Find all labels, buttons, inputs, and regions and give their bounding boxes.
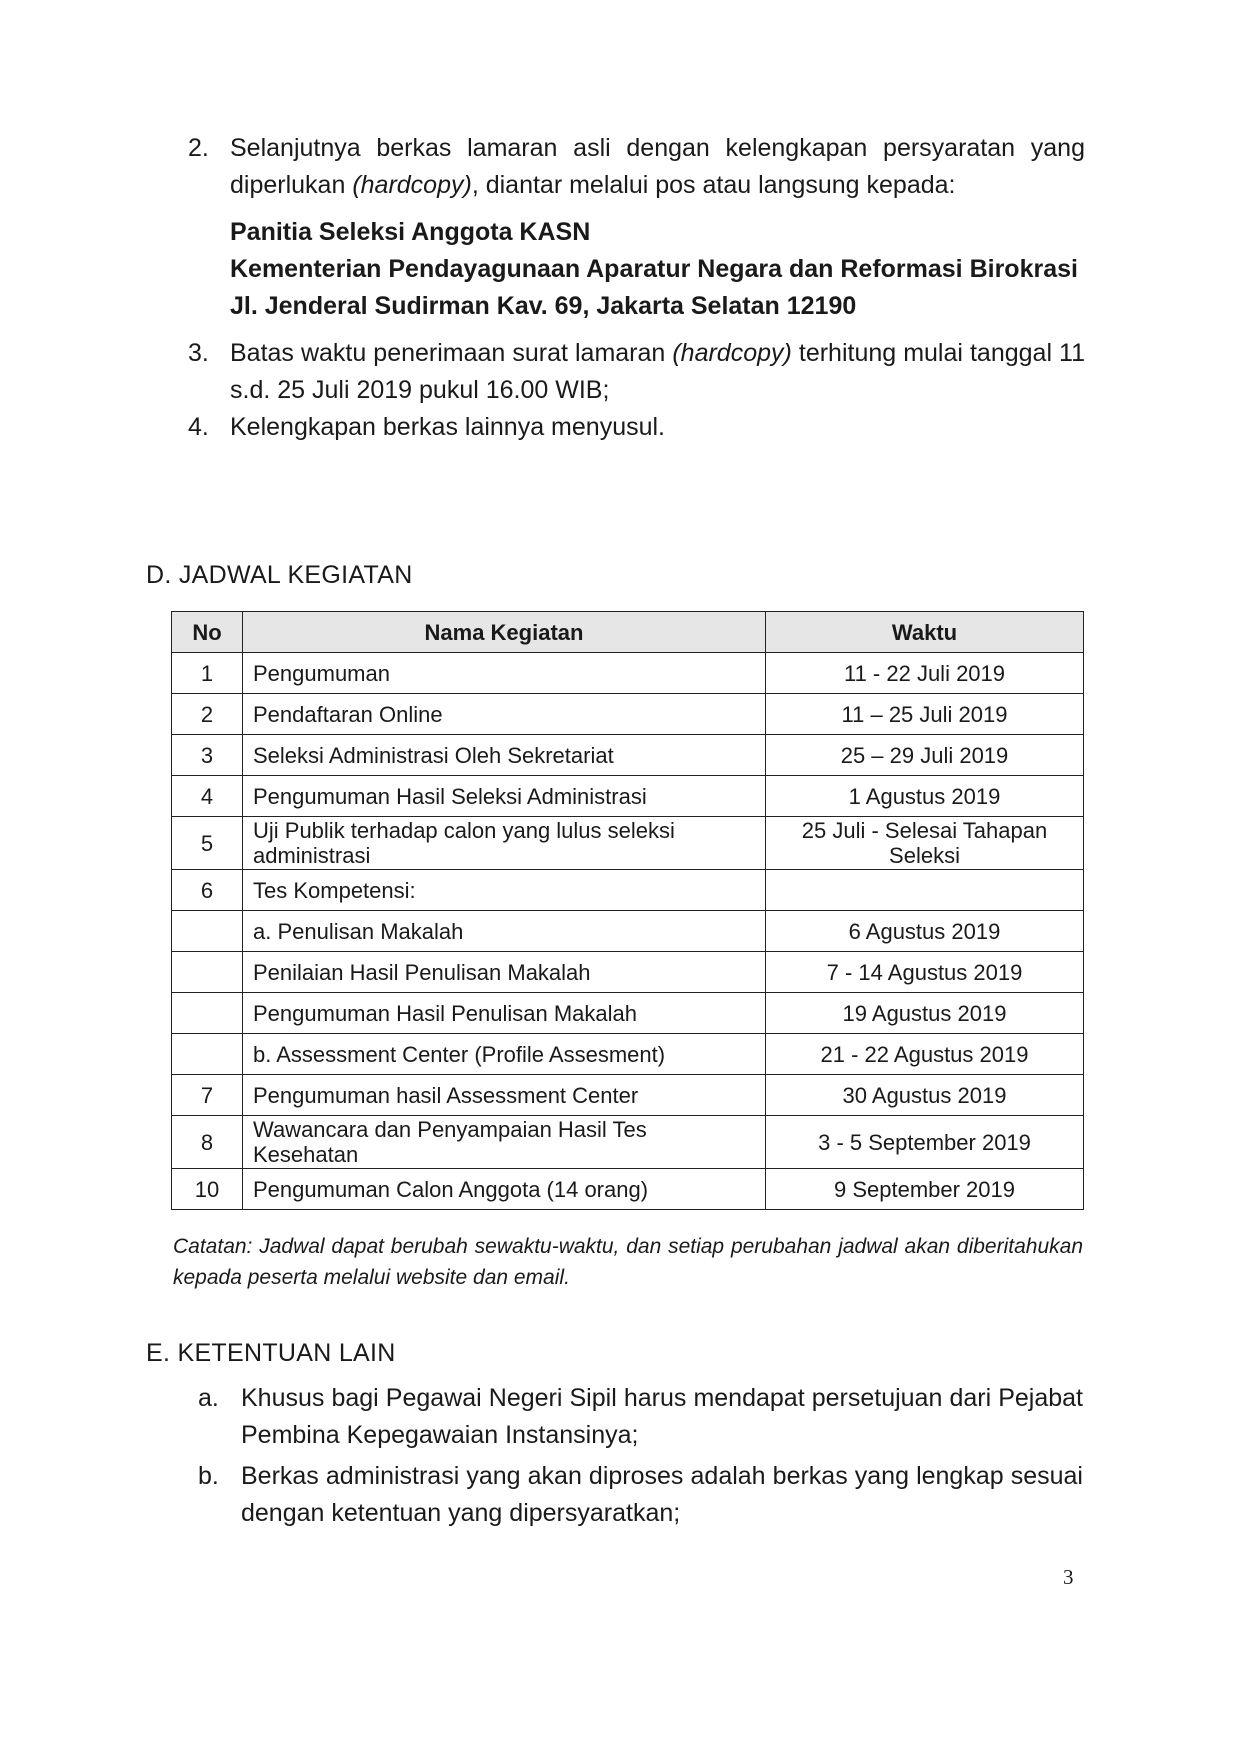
cell-waktu: 25 – 29 Juli 2019 (766, 735, 1084, 776)
address-line-3: Jl. Jenderal Sudirman Kav. 69, Jakarta Selatan 12190 (230, 292, 857, 320)
cell-waktu: 3 - 5 September 2019 (766, 1116, 1084, 1169)
address-line-2: Kementerian Pendayagunaan Aparatur Negara dan Reformasi Birokrasi (230, 255, 1078, 283)
table-row (172, 817, 1084, 870)
table-row (172, 1075, 1084, 1116)
list-marker: 3. (188, 339, 209, 367)
schedule-note: Catatan: Jadwal dapat berubah sewaktu-waktu, dan setiap perubahan jadwal akan diberitahukan kepada peserta melalui website dan email. (173, 1235, 1083, 1289)
cell-waktu: 21 - 22 Agustus 2019 (766, 1034, 1084, 1075)
cell-no: 8 (172, 1116, 243, 1169)
cell-no: 6 (172, 870, 243, 911)
list-item-text: Batas waktu penerimaan surat lamaran (230, 339, 673, 367)
cell-no (172, 911, 243, 952)
cell-kegiatan: b. Assessment Center (Profile Assesment) (243, 1034, 766, 1075)
schedule-table (171, 611, 1084, 1210)
address-line-1: Panitia Seleksi Anggota KASN (230, 218, 591, 246)
cell-waktu: 25 Juli - Selesai Tahapan Seleksi (766, 817, 1084, 870)
table-row (172, 653, 1084, 694)
section-title-jadwal: D. JADWAL KEGIATAN (146, 561, 413, 589)
cell-kegiatan: Pengumuman Hasil Penulisan Makalah (243, 993, 766, 1034)
list-marker: 4. (188, 413, 209, 441)
list-item-text-end: terhitung mulai tanggal 11 s.d. 25 Juli 2019 pukul 16.00 WIB; (230, 339, 1085, 404)
list-item-italic: (hardcopy) (672, 339, 792, 367)
cell-kegiatan: Pengumuman Calon Anggota (14 orang) (243, 1169, 766, 1210)
list-item-text: Khusus bagi Pegawai Negeri Sipil harus mendapat persetujuan dari Pejabat Pembina Kepegawaian Instansinya; (241, 1384, 1083, 1449)
list-marker: a. (198, 1384, 219, 1412)
cell-waktu: 11 – 25 Juli 2019 (766, 694, 1084, 735)
table-row (172, 776, 1084, 817)
cell-no (172, 952, 243, 993)
page-number: 3 (1063, 1565, 1074, 1589)
table-row (172, 694, 1084, 735)
cell-kegiatan: Pendaftaran Online (243, 694, 766, 735)
cell-kegiatan: Tes Kompetensi: (243, 870, 766, 911)
table-row (172, 952, 1084, 993)
list-item-text: Berkas administrasi yang akan diproses adalah berkas yang lengkap sesuai dengan ketentuan yang dipersyaratkan; (241, 1462, 1083, 1527)
table-row (172, 993, 1084, 1034)
header-no: No (172, 612, 243, 653)
list-item-4 (180, 409, 1085, 446)
cell-no: 3 (172, 735, 243, 776)
header-waktu: Waktu (766, 612, 1084, 653)
table-header-row (172, 612, 1084, 653)
list-item-3 (180, 335, 1085, 409)
cell-no: 5 (172, 817, 243, 870)
cell-no: 7 (172, 1075, 243, 1116)
cell-waktu: 19 Agustus 2019 (766, 993, 1084, 1034)
cell-kegiatan: Wawancara dan Penyampaian Hasil Tes Kesehatan (243, 1116, 766, 1169)
table-row (172, 1169, 1084, 1210)
cell-waktu: 7 - 14 Agustus 2019 (766, 952, 1084, 993)
list-item-italic: (hardcopy) (352, 171, 472, 199)
cell-no: 2 (172, 694, 243, 735)
provisions-list (190, 1380, 1083, 1536)
list-item-a (190, 1380, 1083, 1454)
list-marker: b. (198, 1462, 219, 1490)
list-item-text: Kelengkapan berkas lainnya menyusul. (230, 413, 665, 441)
list-item-2 (180, 130, 1085, 204)
list-item-text: Selanjutnya berkas lamaran asli dengan kelengkapan persyaratan yang diperlukan (230, 134, 1085, 199)
cell-waktu: 11 - 22 Juli 2019 (766, 653, 1084, 694)
cell-waktu (766, 870, 1084, 911)
table-row (172, 911, 1084, 952)
cell-no: 10 (172, 1169, 243, 1210)
table-row (172, 735, 1084, 776)
list-marker: 2. (188, 134, 209, 162)
cell-no: 1 (172, 653, 243, 694)
list-item-b (190, 1458, 1083, 1532)
cell-waktu: 9 September 2019 (766, 1169, 1084, 1210)
cell-kegiatan: Pengumuman hasil Assessment Center (243, 1075, 766, 1116)
cell-kegiatan: Pengumuman (243, 653, 766, 694)
table-row (172, 1116, 1084, 1169)
cell-kegiatan: Uji Publik terhadap calon yang lulus seleksi administrasi (243, 817, 766, 870)
section-title-ketentuan: E. KETENTUAN LAIN (146, 1339, 396, 1367)
cell-kegiatan: a. Penulisan Makalah (243, 911, 766, 952)
table-row (172, 1034, 1084, 1075)
cell-kegiatan: Seleksi Administrasi Oleh Sekretariat (243, 735, 766, 776)
cell-waktu: 6 Agustus 2019 (766, 911, 1084, 952)
header-kegiatan: Nama Kegiatan (243, 612, 766, 653)
cell-waktu: 30 Agustus 2019 (766, 1075, 1084, 1116)
cell-kegiatan: Pengumuman Hasil Seleksi Administrasi (243, 776, 766, 817)
cell-no (172, 1034, 243, 1075)
cell-no (172, 993, 243, 1034)
requirements-list (180, 130, 1085, 446)
cell-waktu: 1 Agustus 2019 (766, 776, 1084, 817)
cell-no: 4 (172, 776, 243, 817)
cell-kegiatan: Penilaian Hasil Penulisan Makalah (243, 952, 766, 993)
table-row (172, 870, 1084, 911)
list-item-text-end: , diantar melalui pos atau langsung kepada: (471, 171, 956, 199)
address-block (230, 214, 1085, 325)
